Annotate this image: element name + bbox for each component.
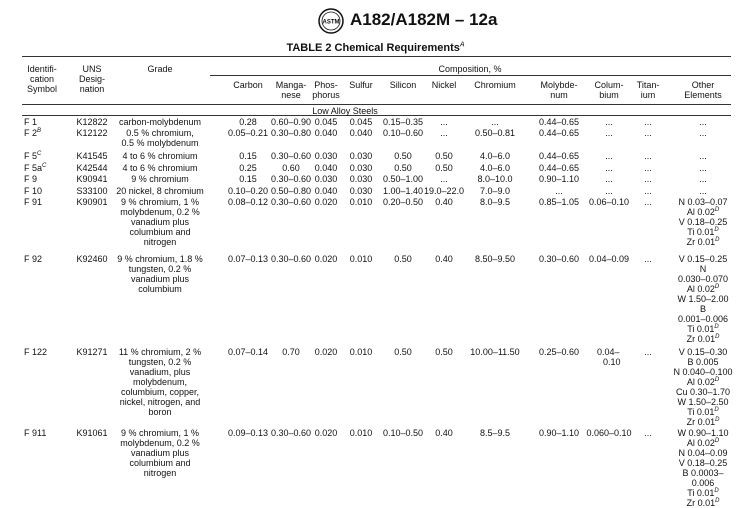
row-other-element: ... [699,151,707,161]
row-grade: 20 nickel, 8 chromium [116,186,204,196]
row-mo-value: ... [555,186,563,196]
row-mn-value: 0.60 [282,163,300,173]
row-c-value: 0.09–0.13 [227,428,269,438]
row-other-element: N 0.03–0.07 [678,197,728,207]
row-c-value: 0.07–0.13 [227,254,269,264]
row-other-element: ... [699,163,707,173]
row-p-value: 0.020 [314,254,338,264]
footnote-marker: C [42,163,47,169]
table-title-footnote: A [459,41,465,49]
footnote-marker: D [714,377,720,383]
row-grade: columbium [138,284,182,294]
col-header-composition: Composition, % [438,64,502,74]
row-other-element: B 0.005 [687,357,719,367]
row-other-element: Zr $0.01^D$ [686,498,720,508]
footnote-marker: D [714,407,719,413]
row-grade: nitrogen [143,237,177,247]
row-uns-designation: K12822 [76,117,108,127]
row-grade: 11 % chromium, 2 % [118,347,202,357]
row-s-value: 0.010 [349,197,373,207]
document-title: A182/A182M – 12a [350,10,498,29]
footnote-marker: D [714,284,720,290]
row-other-element: V 0.18–0.25 [678,458,728,468]
row-p-value: 0.020 [314,428,338,438]
row-p-value: 0.020 [314,197,338,207]
row-ti-value: ... [644,254,652,264]
row-mn-value: 0.30–0.60 [270,151,312,161]
row-other-element: N [699,264,707,274]
row-grade: tungsten, 0.2 % [128,357,192,367]
row-p-value: 0.045 [314,117,338,127]
row-grade: molybdenum, 0.2 % [120,438,200,448]
row-other-element: B [699,304,707,314]
col-header-uns: nation [79,84,105,94]
row-c-value: 0.15 [239,174,257,184]
row-mn-value: 0.30–0.60 [270,197,312,207]
row-grade: 9 % chromium, 1 % [120,428,200,438]
row-ident-symbol: F $5a^C$ [24,163,47,173]
row-grade: vanadium plus [130,217,190,227]
row-cb-value: ... [605,174,613,184]
footnote-marker: D [714,207,720,213]
row-ti-value: ... [644,174,652,184]
row-s-value: 0.030 [349,174,373,184]
footnote-marker: D [714,324,719,330]
row-other-element: 0.001–0.006 [677,314,729,324]
row-ti-value: ... [644,347,652,357]
row-other-element: N 0.040–0.100 [673,367,733,377]
row-other-element: Al $0.02^D$ [686,284,720,294]
row-mn-value: 0.30–0.60 [270,254,312,264]
row-other-element: Al $0.02^D$ [686,377,720,387]
row-p-value: 0.020 [314,347,338,357]
row-grade: tungsten, 0.2 % [128,264,192,274]
col-header-uns: Desig- [78,74,106,84]
row-cb-value: 0.06–0.10 [588,197,630,207]
row-other-element: 0.030–0.070 [677,274,729,284]
row-ti-value: ... [644,428,652,438]
row-ident-symbol: F 122 [24,347,48,357]
row-grade: 9 % chromium [131,174,189,184]
row-ident-symbol: F $2^B$ [24,128,42,138]
row-si-value: 0.50 [394,347,412,357]
row-other-element: B 0.0003– [682,468,724,478]
row-ti-value: ... [644,128,652,138]
footnote-marker: D [714,488,719,494]
row-c-value: 0.25 [239,163,257,173]
row-ni-value: 0.40 [435,428,453,438]
col-header-phosphorus: Phos- [314,80,338,90]
col-header-uns: UNS [82,64,102,74]
row-other-element: Zr $0.01^D$ [686,237,720,247]
row-other-element: Ti $0.01^D$ [687,227,719,237]
footnote-marker: D [715,498,720,504]
row-other-element: Zr $0.01^D$ [686,417,720,427]
col-header-other-elements: Elements [684,90,722,100]
row-grade: vanadium, plus [129,367,191,377]
row-cb-value: 0.04– [597,347,620,357]
col-header-columbium: Colum- [594,80,624,90]
row-uns-designation: S33100 [76,186,108,196]
row-p-value: 0.030 [314,174,338,184]
row-mn-value: 0.30–0.80 [270,128,312,138]
row-c-value: 0.05–0.21 [227,128,269,138]
row-grade: 4 to 6 % chromium [122,163,198,173]
row-other-element: ... [699,117,707,127]
col-header-sulfur: Sulfur [349,80,373,90]
col-header-ident: cation [29,74,55,84]
row-si-value: 0.50 [394,254,412,264]
row-s-value: 0.030 [349,151,373,161]
row-s-value: 0.010 [349,347,373,357]
row-other-element: Zr $0.01^D$ [686,334,720,344]
row-si-value: 0.15–0.35 [382,117,424,127]
row-ni-value: 0.40 [435,197,453,207]
col-header-chromium: Chromium [474,80,516,90]
row-si-value: 1.00–1.40 [382,186,424,196]
footnote-marker: D [715,417,720,423]
row-mo-value: 0.25–0.60 [538,347,580,357]
row-grade: vanadium plus [130,448,190,458]
footnote-marker: B [37,128,42,134]
table-top-rule [22,56,731,57]
col-header-carbon: Carbon [233,80,263,90]
row-grade: 9 % chromium, 1 % [120,197,200,207]
logo-text: ASTM [322,19,340,26]
row-cr-value: 10.00–11.50 [470,347,520,357]
row-grade: boron [148,407,172,417]
row-mo-value: 0.44–0.65 [538,163,580,173]
row-s-value: 0.010 [349,428,373,438]
row-cb-value: ... [605,151,613,161]
row-mn-value: 0.50–0.80 [270,186,312,196]
row-cb-value: ... [605,128,613,138]
row-other-element: Ti $0.01^D$ [687,324,719,334]
header-bottom-rule [22,104,731,105]
row-grade: nitrogen [143,468,177,478]
row-cr-value: 8.0–9.5 [479,197,511,207]
row-si-value: 0.20–0.50 [382,197,424,207]
row-other-element: W 0.90–1.10 [677,428,729,438]
row-p-value: 0.030 [314,151,338,161]
col-header-ident: Symbol [26,84,58,94]
row-p-value: 0.040 [314,163,338,173]
row-cr-value: 0.50–0.81 [474,128,516,138]
row-other-element: W 1.50–2.50 [677,397,729,407]
row-c-value: 0.08–0.12 [227,197,269,207]
row-other-element: W 1.50–2.00 [677,294,729,304]
row-ident-symbol: F 911 [24,428,47,438]
row-cb-value: ... [605,186,613,196]
row-other-element: Cu 0.30–1.70 [675,387,731,397]
col-header-grade: Grade [147,64,173,74]
row-s-value: 0.030 [349,186,373,196]
row-mn-value: 0.70 [282,347,300,357]
row-s-value: 0.010 [349,254,373,264]
row-grade: nickel, nitrogen, and [119,397,201,407]
row-s-value: 0.045 [349,117,373,127]
row-other-element: Al $0.02^D$ [686,438,720,448]
footnote-marker: D [714,227,719,233]
row-ident-symbol: F 10 [24,186,43,196]
row-grade: molybdenum, [132,377,188,387]
row-grade: columbium and [129,458,191,468]
row-cb-value: ... [605,163,613,173]
row-mo-value: 0.44–0.65 [538,151,580,161]
row-grade: columbium and [129,227,191,237]
row-cr-value: 4.0–6.0 [479,151,511,161]
footnote-marker: D [714,438,720,444]
row-mo-value: 0.44–0.65 [538,128,580,138]
table-title-text: TABLE 2 Chemical Requirements [286,42,460,54]
row-other-element: ... [699,128,707,138]
row-grade: 4 to 6 % chromium [122,151,198,161]
row-uns-designation: K42544 [76,163,108,173]
row-other-element: ... [699,174,707,184]
row-p-value: 0.040 [314,186,338,196]
col-header-other-elements: Other [691,80,715,90]
row-other-element: ... [699,186,707,196]
row-si-value: 0.50 [394,151,412,161]
row-cr-value: 7.0–9.0 [479,186,511,196]
row-cr-value: 8.50–9.50 [474,254,516,264]
row-ni-value: 0.50 [435,347,453,357]
row-grade: vanadium plus [130,274,190,284]
col-header-manganese: Manga- [275,80,307,90]
row-other-element: V 0.15–0.30 [678,347,728,357]
row-cr-value: 8.5–9.5 [479,428,511,438]
row-c-value: 0.07–0.14 [227,347,269,357]
row-ni-value: 0.50 [435,151,453,161]
row-grade: columbium, copper, [120,387,200,397]
row-grade: 9 % chromium, 1.8 % [117,254,203,264]
col-header-molybdenum: Molybde- [540,80,578,90]
row-cr-value: ... [491,117,499,127]
row-ident-symbol: F 91 [24,197,43,207]
row-mn-value: 0.30–0.60 [270,428,312,438]
col-header-nickel: Nickel [431,80,457,90]
composition-rule [210,75,731,76]
row-other-element: Ti $0.01^D$ [687,488,719,498]
row-mo-value: 0.90–1.10 [538,428,580,438]
row-ni-value: 0.40 [435,254,453,264]
row-other-element: V 0.18–0.25 [678,217,728,227]
col-header-columbium: bium [599,90,619,100]
row-grade: 0.5 % chromium, [126,128,194,138]
row-ti-value: ... [644,151,652,161]
row-grade: molybdenum, 0.2 % [120,207,200,217]
col-header-silicon: Silicon [389,80,417,90]
row-other-element: 0.006 [691,478,715,488]
row-other-element: V 0.15–0.25 [678,254,728,264]
row-ni-value: 0.50 [435,163,453,173]
row-ni-value: ... [440,117,448,127]
row-ident-symbol: F 9 [24,174,38,184]
row-si-value: 0.50–1.00 [382,174,424,184]
col-header-phosphorus: phorus [312,90,340,100]
row-ni-value: ... [440,128,448,138]
row-cb-value: 0.04–0.09 [588,254,630,264]
row-c-value: 0.15 [239,151,257,161]
row-uns-designation: K91061 [76,428,108,438]
row-si-value: 0.10–0.60 [382,128,424,138]
row-ident-symbol: F 1 [24,117,38,127]
row-grade: 0.5 % molybdenum [121,138,199,148]
col-header-molybdenum: num [550,90,568,100]
col-header-manganese: nese [281,90,301,100]
row-ti-value: ... [644,197,652,207]
footnote-marker: D [715,237,720,243]
row-other-element: N 0.04–0.09 [678,448,728,458]
row-uns-designation: K12122 [76,128,108,138]
row-cr-value: 4.0–6.0 [479,163,511,173]
row-p-value: 0.040 [314,128,338,138]
row-ident-symbol: F $5^C$ [24,151,42,161]
col-header-ident: Identifi- [27,64,57,74]
row-mn-value: 0.30–0.60 [270,174,312,184]
row-cb-value: 0.060–0.10 [586,428,632,438]
footnote-marker: C [37,151,42,157]
row-other-element: Al $0.02^D$ [686,207,720,217]
row-mo-value: 0.85–1.05 [538,197,580,207]
row-ti-value: ... [644,186,652,196]
row-uns-designation: K92460 [76,254,108,264]
row-s-value: 0.030 [349,163,373,173]
row-ident-symbol: F 92 [24,254,43,264]
row-ni-value: ... [440,174,448,184]
row-uns-designation: K90941 [76,174,108,184]
footnote-marker: D [715,334,720,340]
row-ti-value: ... [644,117,652,127]
row-mo-value: 0.90–1.10 [538,174,580,184]
row-c-value: 0.10–0.20 [227,186,269,196]
row-cb-value: ... [605,117,613,127]
row-ti-value: ... [644,163,652,173]
row-cb-value: 0.10 [603,357,621,367]
row-cr-value: 8.0–10.0 [477,174,513,184]
row-si-value: 0.10–0.50 [382,428,424,438]
row-c-value: 0.28 [239,117,257,127]
row-uns-designation: K41545 [76,151,108,161]
row-uns-designation: K90901 [76,197,108,207]
row-grade: carbon-molybdenum [118,117,202,127]
row-ni-value: 19.0–22.0 [423,186,465,196]
col-header-titanium: ium [640,90,656,100]
row-s-value: 0.040 [349,128,373,138]
row-uns-designation: K91271 [76,347,108,357]
row-si-value: 0.50 [394,163,412,173]
row-mo-value: 0.44–0.65 [538,117,580,127]
row-other-element: Ti $0.01^D$ [687,407,719,417]
row-mn-value: 0.60–0.90 [270,117,312,127]
section-label: Low Alloy Steels [312,106,378,116]
row-mo-value: 0.30–0.60 [538,254,580,264]
col-header-titanium: Titan- [636,80,660,90]
